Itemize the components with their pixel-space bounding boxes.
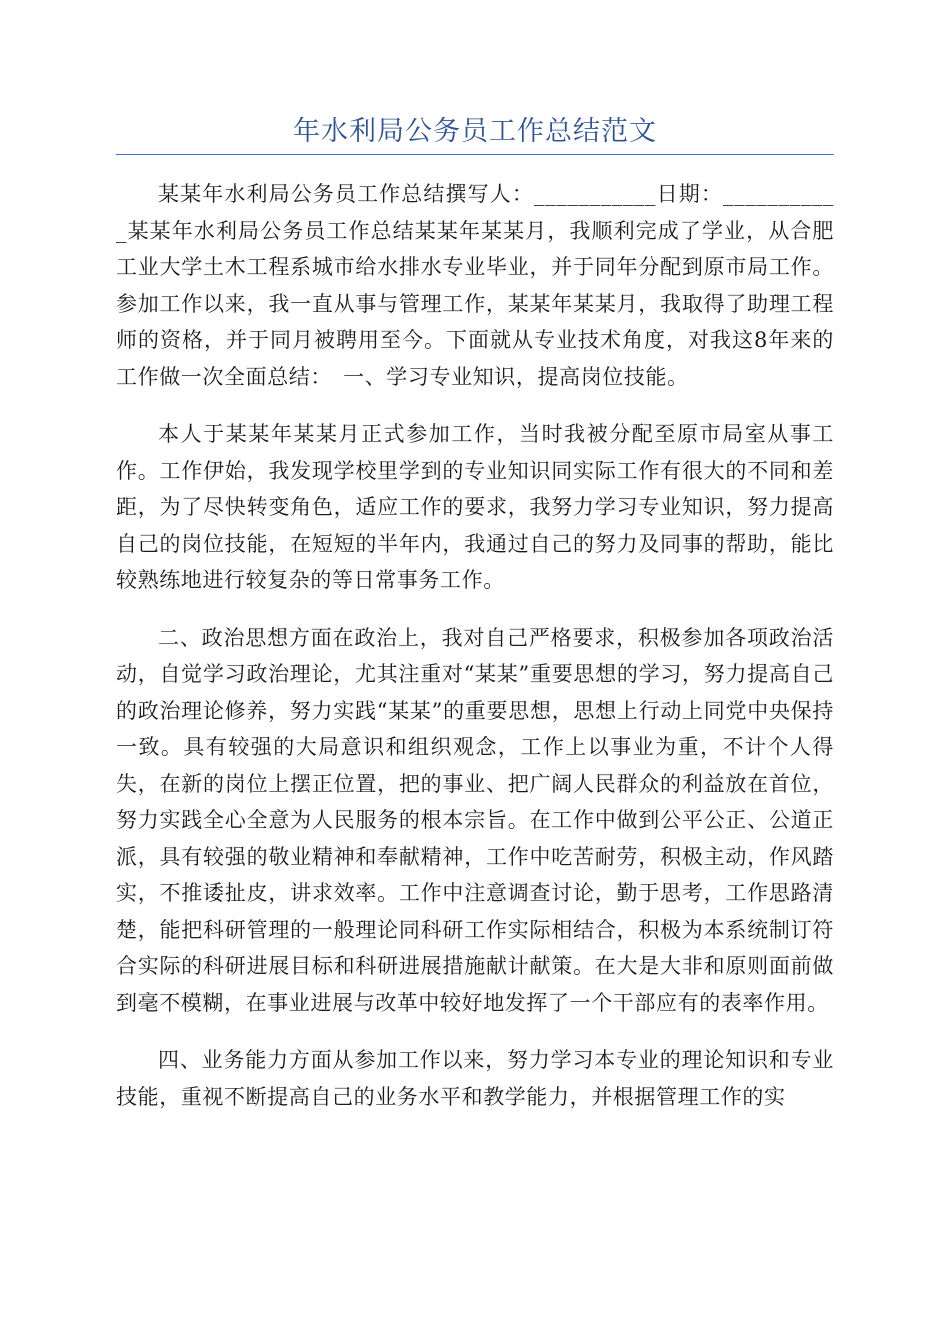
paragraph-political: 二、政治思想方面在政治上，我对自己严格要求，积极参加各项政治活动，自觉学习政治理论，尤其注重对“某某”重要思想的学习，努力提高自己的政治理论修养，努力实践“某某”的重要思想，思想上行动上同党中央保持一致。具有较强的大局意识和组织观念，工作上以事业为重，不计个人得失，在新的岗位上摆正位置，把的事业、把广阔人民群众的利益放在首位，努力实践全心全意为人民服务的根本宗旨。在工作中做到公平公正、公道正派，具有较强的敬业精神和奉献精神，工作中吃苦耐劳，积极主动，作风踏实，不推诿扯皮，讲求效率。工作中注意调查讨论，勤于思考，工作思路清楚，能把科研管理的一般理论同科研工作实际相结合，积极为本系统制订符合实际的科研进展目标和科研进展措施献计献策。在大是大非和原则面前做到毫不模糊，在事业进展与改革中较好地发挥了一个干部应有的表率作用。	[116, 625, 834, 1015]
paragraph-learning: 本人于某某年某某月正式参加工作，当时我被分配至原市局室从事工作。工作伊始，我发现学校里学到的专业知识同实际工作有很大的不同和差距，为了尽快转变角色，适应工作的要求，我努力学习专业知识，努力提高自己的岗位技能，在短短的半年内，我通过自己的努力及同事的帮助，能比较熟练地进行较复杂的等日常事务工作。	[116, 422, 834, 592]
document-body	[116, 176, 834, 1136]
title-underline	[116, 154, 834, 155]
paragraph-business: 四、业务能力方面从参加工作以来，努力学习本专业的理论知识和专业技能，重视不断提高自己的业务水平和教学能力，并根据管理工作的实	[116, 1048, 834, 1109]
paragraph-intro: 某某年水利局公务员工作总结撰写人：___________日期：___________某某年水利局公务员工作总结某某年某某月，我顺利完成了学业，从合肥工业大学土木工程系城市给水排水专业毕业，并于同年分配到原市局工作。参加工作以来，我一直从事与管理工作，某某年某某月，我取得了助理工程师的资格，并于同月被聘用至今。下面就从专业技术角度，对我这8年来的工作做一次全面总结： 一、学习专业知识，提高岗位技能。	[116, 182, 834, 389]
document-title: 年水利局公务员工作总结范文	[293, 116, 657, 147]
